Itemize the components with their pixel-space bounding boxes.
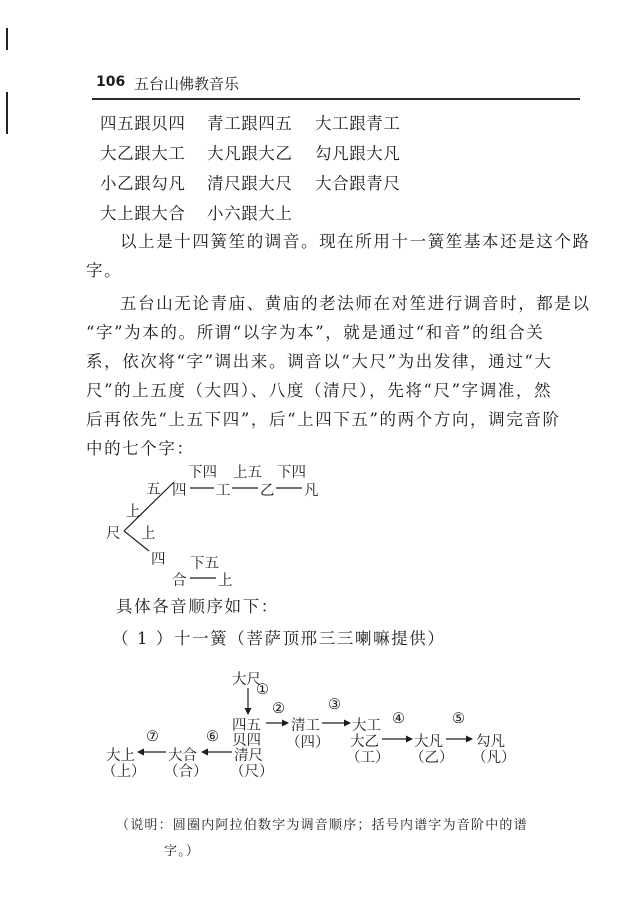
order-note-name: 大凡 xyxy=(414,734,443,750)
paragraph-line: 字。 xyxy=(86,261,123,280)
tree-interval-label: 下四 xyxy=(188,465,217,481)
tuning-pair: 勾凡跟大凡 xyxy=(315,144,401,163)
order-note-sub: （合） xyxy=(164,764,208,780)
order-step: ④ xyxy=(392,711,405,727)
explanation-note: （说明：圆圈内阿拉伯数字为调音顺序；括号内谱字为音阶中的谱 xyxy=(116,818,528,833)
order-note-name: 大工 xyxy=(352,718,381,734)
order-note-sub: （上） xyxy=(102,764,146,780)
paragraph-line: 系，依次将“字”调出来。调音以“大尺”为出发律，通过“大 xyxy=(86,352,553,371)
order-step: ⑦ xyxy=(146,729,159,745)
order-step: ③ xyxy=(328,697,341,713)
tree-node: 合 xyxy=(172,573,187,589)
tree-down-label: 四 xyxy=(151,552,166,568)
order-note-sub: （凡） xyxy=(472,750,516,766)
tree-down-label: 上 xyxy=(141,526,156,542)
subsection-heading: （ 1 ）十一簧（菩萨顶邢三三喇嘛提供） xyxy=(112,629,446,648)
paragraph-line: 中的七个字： xyxy=(86,439,195,458)
order-step: ② xyxy=(272,701,285,717)
tree-node: 四 xyxy=(172,483,187,499)
tuning-pair: 清尺跟大尺 xyxy=(207,174,293,193)
tuning-pair: 青工跟四五 xyxy=(207,114,293,133)
tree-node: 工 xyxy=(216,483,231,499)
paragraph-line: 后再依先“上五下四”，后“上四下五”的两个方向，调完音阶 xyxy=(86,410,561,429)
tree-up-label: 上 xyxy=(126,504,141,520)
paragraph-line: 以上是十四簧笙的调音。现在所用十一簧笙基本还是这个路 xyxy=(120,232,591,251)
tree-interval-label: 下四 xyxy=(277,465,306,481)
tuning-pair: 大上跟大合 xyxy=(100,204,186,223)
tree-interval-label: 下五 xyxy=(190,556,219,572)
order-note-name: 大乙 xyxy=(350,734,379,750)
order-note-name: 四五 xyxy=(232,718,261,734)
tuning-pair: 四五跟贝四 xyxy=(100,114,186,133)
order-note-name: 勾凡 xyxy=(476,734,505,750)
order-step: ⑤ xyxy=(452,711,465,727)
order-note-sub: （尺） xyxy=(230,764,274,780)
tree-up-label: 五 xyxy=(146,482,161,498)
order-note-name: 大合 xyxy=(168,748,197,764)
tree-node: 乙 xyxy=(260,483,275,499)
order-note-sub: （工） xyxy=(346,750,390,766)
tuning-pair: 小乙跟勾凡 xyxy=(100,174,186,193)
paragraph-line: 尺”的上五度（大四）、八度（清尺），先将“尺”字调准，然 xyxy=(86,381,553,400)
order-heading: 具体各音顺序如下： xyxy=(116,597,279,616)
order-step: ⑥ xyxy=(206,729,219,745)
order-note-name: 清工 xyxy=(291,718,320,734)
tree-root: 尺 xyxy=(106,526,121,542)
order-note-name: 清尺 xyxy=(234,748,263,764)
tree-node: 凡 xyxy=(304,483,319,499)
tree-node: 上 xyxy=(218,573,233,589)
paragraph-line: 五台山无论青庙、黄庙的老法师在对笙进行调音时，都是以 xyxy=(120,294,591,313)
order-note-sub: （四） xyxy=(286,735,330,751)
paragraph-line: “字”为本的。所谓“以字为本”，就是通过“和音”的组合关 xyxy=(86,323,545,342)
tuning-pair: 小六跟大上 xyxy=(207,204,293,223)
order-note-sub: （乙） xyxy=(410,750,454,766)
tree-interval-label: 上五 xyxy=(233,465,262,481)
tuning-pair: 大合跟青尺 xyxy=(315,174,401,193)
book-title: 五台山佛教音乐 xyxy=(134,75,240,93)
tuning-pair: 大凡跟大乙 xyxy=(207,144,293,163)
order-note-name: 大上 xyxy=(106,748,135,764)
explanation-note: 字。） xyxy=(164,844,201,859)
tuning-pair: 大乙跟大工 xyxy=(100,144,186,163)
order-start: 大尺 xyxy=(232,672,261,688)
page-number: 106 xyxy=(96,74,126,90)
tuning-pair: 大工跟青工 xyxy=(315,114,401,133)
order-step: ① xyxy=(256,682,269,698)
order-note-sub: 贝四 xyxy=(232,733,261,749)
